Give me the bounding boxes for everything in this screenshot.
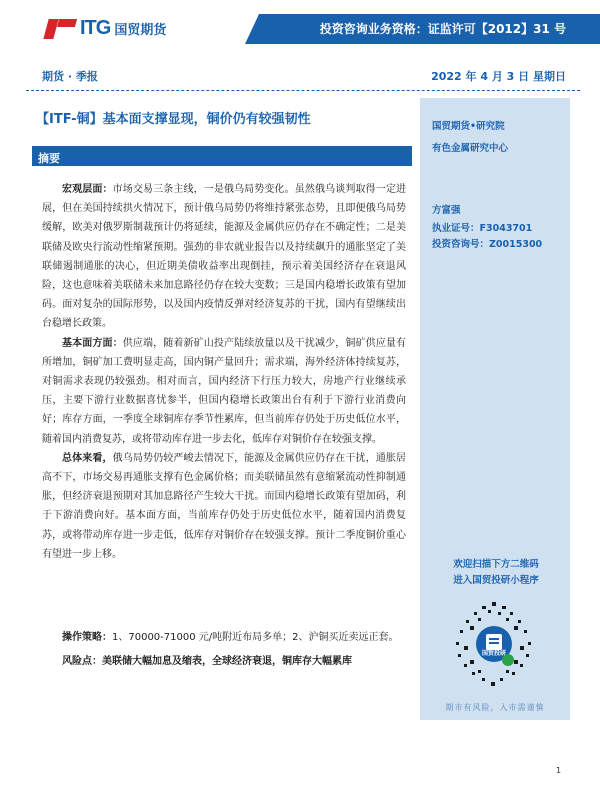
- summary-text: 俄乌局势仍较严峻去情况下，能源及金属供应仍存在干扰，通胀居高不下，市场交易再通胀支撑有色金属价格；而美联储虽然有意缩紧流动性抑制通胀，但经济衰退预期对其加息路径产生较大干扰。而国内稳增长政策有望加码，利于下游消费向好。基本面方面，当前库存仍处于历史低位水平，随着国内消费复苏，或将带动库存进一步走低，低库存对铜价存在较强支撑。预计二季度铜价重心有望进一步上移。: [42, 452, 407, 560]
- risk-text: 美联储大幅加息及缩表，全球经济衰退，铜库存大幅累库: [102, 656, 352, 667]
- author-consult-number: 投资咨询号：Z0015300: [432, 239, 543, 250]
- sidebar-org: 国贸期货•研究院: [432, 121, 505, 132]
- fundamental-text: 供应端，随着新矿山投产陆续放量以及干扰减少，铜矿供应量有所增加，铜矿加工费明显走高，国内铜产量回升；需求端，海外经济体持续复苏，对铜需求表现仍较强劲。相对而言，国内经济下行压力较大，房地产行业继续承压，主要下游行业数据喜忧参半，但国内稳增长政策出台有利于下游行业消费向好；库存方面，一季度全球铜库存季节性累库，但当前库存仍处于历史低位水平，随着国内消费复苏，或将带动库存进一步去化，低库存对铜价存在较强支撑。: [42, 337, 407, 445]
- author-license: 执业证号：F3043701: [432, 223, 533, 234]
- risk-lead: 风险点：: [62, 656, 102, 667]
- sidebar-dept: 有色金属研究中心: [432, 143, 509, 154]
- author-name: 方富强: [432, 205, 461, 216]
- report-subheader: [0, 64, 600, 86]
- logo-text: ITG: [80, 16, 111, 39]
- logo-mark-icon: [44, 15, 78, 41]
- qualification-text: 投资咨询业务资格：证监许可【2012】31 号: [319, 22, 566, 36]
- qr-center-label: 国贸投研: [481, 650, 506, 657]
- summary-lead: 总体来看，: [62, 452, 113, 464]
- risk-line: [62, 652, 352, 667]
- logo-company-name: 国贸期货: [114, 22, 167, 38]
- macro-paragraph: [42, 180, 406, 334]
- strategy-text: 1、70000-71000 元/吨附近布局多单；2、沪铜买近卖远正套。: [112, 632, 399, 643]
- qr-caption-line1: 欢迎扫描下方二维码: [453, 559, 539, 570]
- macro-lead: 宏观层面：: [62, 184, 113, 195]
- page-header: [0, 0, 600, 52]
- macro-text: 市场交易三条主线，一是俄乌局势变化。虽然俄乌谈判取得一定进展，但在美国持续拱火情况下，预计俄乌局势仍将维持紧张态势，且即便俄乌局势缓解，欧美对俄罗斯制裁预计仍将延续，能源及金属供应仍存在不确定性；二是美联储及欧央行流动性缩紧预期。强劲的非农就业报告以及持续飙升的通胀坚定了美联储遏制通胀的决心，但近期美债收益率出现倒挂，预示着美国经济存在衰退风险，这也意味着美联储未来加息路径仍存在较大变数；三是国内稳增长政策有望加码。面对复杂的国际形势，以及国内疫情反弹对经济复苏的干扰，国内有望继续出台稳增长政策。: [42, 184, 407, 330]
- abstract-label: 摘要: [38, 152, 60, 165]
- fundamental-paragraph: [42, 334, 406, 449]
- qr-caption-line2: 进入国贸投研小程序: [453, 575, 539, 586]
- fundamental-lead: 基本面方面：: [62, 337, 123, 349]
- report-type: 期货 · 季报: [42, 70, 98, 83]
- report-date: 2022 年 4 月 3 日 星期日: [431, 70, 566, 83]
- report-title: 【ITF-铜】基本面支撑显现，铜价仍有较强韧性: [36, 112, 311, 127]
- abstract-header-bar: [32, 146, 412, 166]
- dashed-divider: [26, 90, 580, 91]
- strategy-lead: 操作策略：: [62, 632, 112, 643]
- abstract-body: [42, 180, 406, 564]
- mini-program-qr-code[interactable]: [444, 600, 544, 690]
- strategy-line: [62, 628, 399, 643]
- summary-paragraph: [42, 449, 406, 564]
- company-logo: [44, 14, 166, 42]
- page-number: 1: [556, 766, 562, 775]
- risk-warning: 期市有风险，入市需谨慎: [445, 703, 545, 712]
